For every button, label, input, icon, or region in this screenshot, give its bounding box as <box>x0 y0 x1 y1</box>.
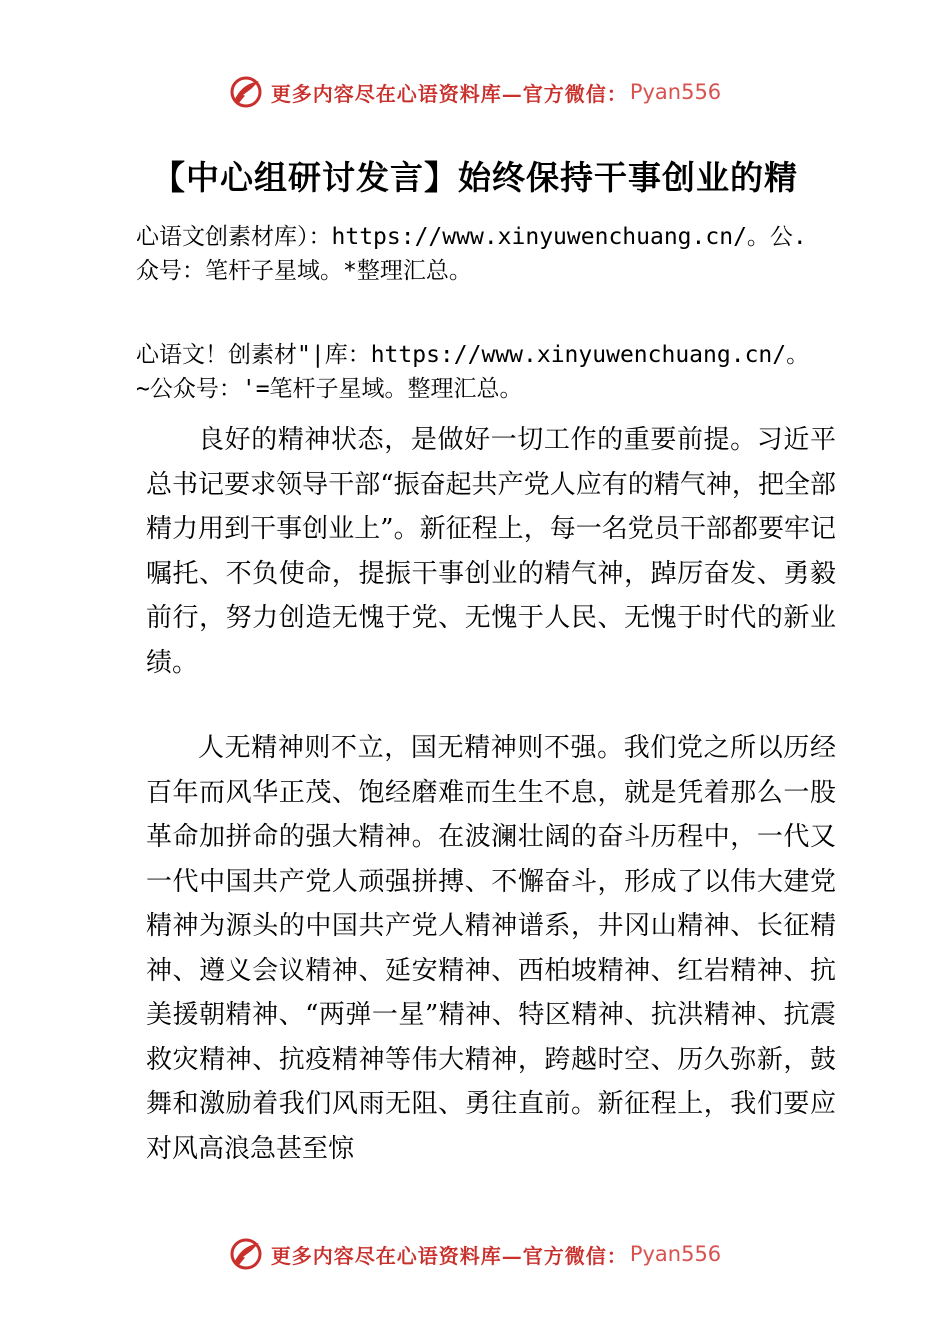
source-line: 心语文！创素材"|库：https://www.xinyuwenchuang.cn/。 <box>136 342 810 368</box>
source-note <box>136 338 896 406</box>
wechat-id: Pyan556 <box>629 1242 722 1266</box>
source-line: 心语文创素材库）：https://www.xinyuwenchuang.cn/。公. <box>136 224 807 250</box>
source-line: ~公众号：'=笔杆子星域。整理汇总。 <box>136 376 523 402</box>
body-paragraph: 人无精神则不立，国无精神则不强。我们党之所以历经百年而风华正茂、饱经磨难而生生不息，就是凭着那么一股革命加拼命的强大精神。在波澜壮阔的奋斗历程中，一代又一代中国共产党人顽强拼搏、不懈奋斗，形成了以伟大建党精神为源头的中国共产党人精神谱系，井冈山精神、长征精神、遵义会议精神、延安精神、西柏坡精神、红岩精神、抗美援朝精神、“两弹一星”精神、特区精神、抗洪精神、抗震救灾精神、抗疫精神等伟大精神，跨越时空、历久弥新，鼓舞和激励着我们风雨无阻、勇往直前。新征程上，我们要应对风高浪急甚至惊 <box>146 733 836 1164</box>
banner-text: 更多内容尽在心语资料库—官方微信： <box>270 1243 628 1268</box>
document-title: 【中心组研讨发言】始终保持干事创业的精 <box>152 158 798 197</box>
banner-text: 更多内容尽在心语资料库—官方微信： <box>270 81 628 106</box>
footer-banner <box>0 1230 950 1278</box>
header-banner <box>0 68 950 116</box>
xinyu-logo-icon <box>229 1237 263 1271</box>
xinyu-logo-icon <box>229 75 263 109</box>
body-paragraph: 良好的精神状态，是做好一切工作的重要前提。习近平总书记要求领导干部“振奋起共产党人应有的精气神，把全部精力用到干事创业上”。新征程上，每一名党员干部都要牢记嘱托、不负使命，提振干事创业的精气神，踔厉奋发、勇毅前行，努力创造无愧于党、无愧于人民、无愧于时代的新业绩。 <box>146 425 836 678</box>
wechat-id: Pyan556 <box>629 80 722 104</box>
source-line: 众号：笔杆子星域。*整理汇总。 <box>136 258 472 284</box>
source-note <box>136 220 896 288</box>
